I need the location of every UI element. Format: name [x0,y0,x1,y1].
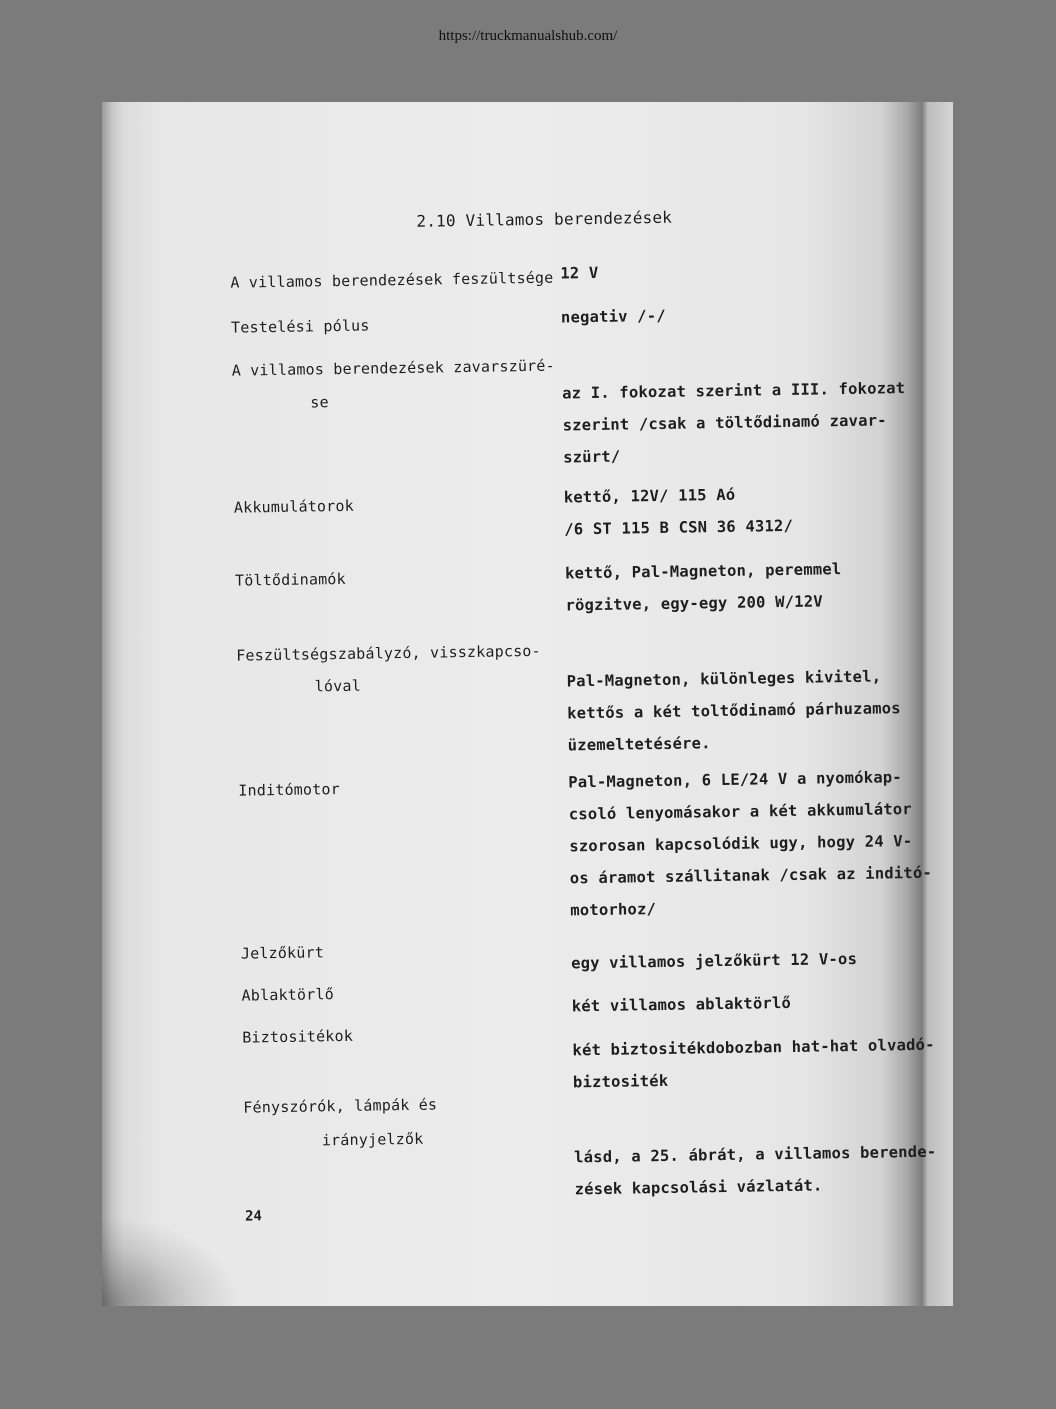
spec-value-ground-pole: negativ /-/ [560,306,666,327]
spec-label-horn: Jelzőkürt [240,943,325,963]
spec-label-fuses: Biztositékok [242,1026,354,1047]
spec-value-fuses: két biztositékdobozban hat-hat olvadó- biztositék [572,1035,935,1092]
spec-label-wipers: Ablaktörlő [241,985,335,1005]
spec-value-wipers: két villamos ablaktörlő [571,993,792,1016]
spec-label-voltage: A villamos berendezések feszültsége [230,268,554,292]
spec-label-starter-motor: Inditómotor [238,780,341,800]
spec-value-horn: egy villamos jelzőkürt 12 V-os [570,949,858,973]
spec-label-generators: Töltődinamók [234,569,346,590]
spec-value-lights: lásd, a 25. ábrát, a villamos berende- zések kapcsolási vázlatát. [574,1142,937,1199]
page-content [102,102,953,1306]
scanned-page [102,102,953,1306]
spec-label-voltage-regulator: Feszültségszabályzó, visszkapcso- [236,641,541,665]
section-title: 2.10 Villamos berendezések [416,207,673,231]
page-number: 24 [244,1208,263,1225]
source-url: https://truckmanualshub.com/ [438,28,618,44]
spec-value-starter-motor: Pal-Magneton, 6 LE/24 V a nyomókap- csoló lenyomásakor a két akkumulátor szorosan kapcsolódik ugy, hogy 24 V- os áramot szállitanak /csak az inditó- motorhoz/ [568,768,933,920]
spec-value-generators: kettő, Pal-Magneton, peremmel rögzitve, egy-egy 200 W/12V [564,560,842,615]
spec-value-voltage-regulator: Pal-Magneton, különleges kivitel, kettős a két toltődinamó párhuzamos üzemeltetésére. [566,667,901,755]
spec-label-lights: Fényszórók, lámpák és [243,1095,438,1117]
spec-label-batteries: Akkumulátorok [233,496,355,517]
spec-label-voltage-regulator-cont: lóval [314,676,362,696]
spec-value-interference-suppression: az I. fokozat szerint a III. fokozat szerint /csak a töltődinamó zavar- szürt/ [562,379,906,467]
spec-label-interference-suppression-cont: se [310,393,329,412]
spec-value-batteries: kettő, 12V/ 115 Aó /6 ST 115 B CSN 36 4312/ [563,485,794,539]
spec-label-ground-pole: Testelési pólus [230,316,370,337]
spec-label-lights-cont: irányjelzők [321,1129,424,1150]
spec-label-interference-suppression: A villamos berendezések zavarszüré- [231,356,555,380]
spec-value-voltage: 12 V [560,263,599,283]
